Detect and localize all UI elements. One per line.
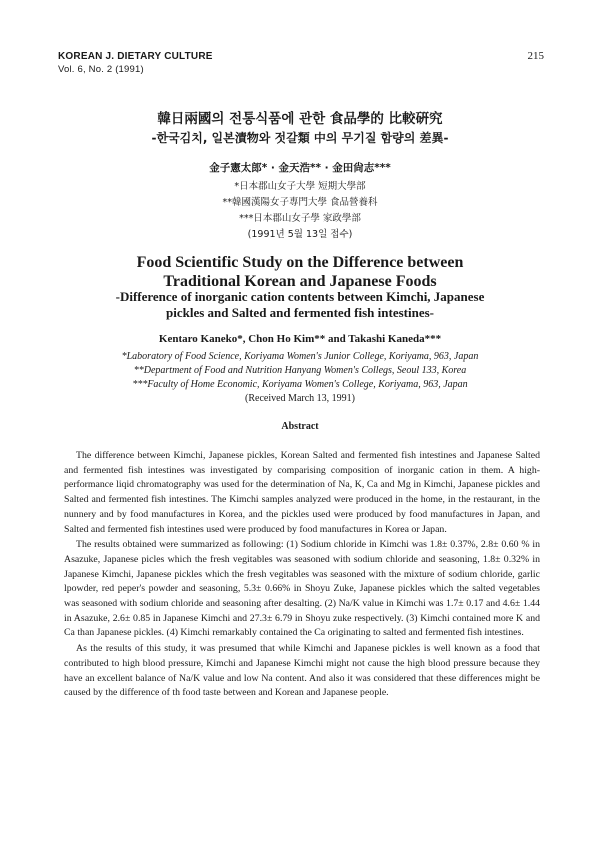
english-subtitle-line-2: pickles and Salted and fermented fish intestines-	[166, 305, 434, 320]
journal-volume: Vol. 6, No. 2 (1991)	[58, 64, 144, 75]
english-authors: Kentaro Kaneko*, Chon Ho Kim** and Takashi Kaneda***	[158, 333, 442, 345]
korean-title: 韓日兩國의 전통식품에 관한 食品學的 比較硏究	[157, 111, 443, 127]
abstract-paragraph-2: The results obtained were summarized as following: (1) Sodium chloride in Kimchi was 1.8± 0.37%, 2.8± 0.60 % in Asazuke, Japanese picles which the fresh vegitables was seasoned with sodium chloride and seasoning, 1.8± 0.32% in Japanese Kimchi, Japanese pickles which the fresh vegitables was seasoned with the mixture of sodium chloride, garlic lpowder, red peper's powder and seasoning, 5.3± 0.66% in Shoyu Zuke, Japanese pickles which the salted vegetables was seasoned with sodium chloride and seasoning after desalting. (2) Na/K value in Kimchi was 1.7± 0.17 and 4.6± 1.44 in Asazuke, 2.6± 0.85 in Japanese Kimchi and 27.3± 6.79 in Shoyu zuke respectively. (3) Kimchi contained more K and Ca than Japanese pickles. (4) Kimchi remarkably contained the Ca originating to salted and fermented fish intestines.	[64, 539, 540, 639]
english-title-line-2: Traditional Korean and Japanese Foods	[163, 273, 437, 290]
abstract-paragraph-3: As the results of this study, it was presumed that while Kimchi and Japanese pickles is well known as a food that contributed to high blood pressure, Kimchi and Japanese Kimchi might not cause the high blood pressure because they have an excellent balance of Na/K value and low Na content. And also it was considered that these differences might be caused by the difference of th food taste between and Korean and Japanese people.	[64, 643, 540, 699]
english-title	[40, 253, 560, 291]
affiliation-text-3: ***Faculty of Home Economic, Koriyama Women's College, Koriyama, 963, Japan	[132, 379, 468, 390]
english-subtitle	[40, 289, 560, 321]
korean-authors: 金子憲太郎* · 金天浩** · 金田尙志***	[209, 162, 391, 174]
english-affiliations	[40, 350, 560, 406]
korean-subtitle: -한국김치, 일본漬物와 젓갈類 中의 무기질 함량의 差異-	[151, 131, 449, 145]
english-affiliation-2	[40, 364, 560, 378]
journal-header	[58, 50, 213, 76]
korean-affiliation-1: *日本郡山女子大學 短期大學部	[234, 181, 366, 192]
english-received-date: (Received March 13, 1991)	[245, 393, 355, 404]
korean-received-date: (1991년 5월 13일 접수)	[247, 229, 353, 240]
abstract-paragraph-1: The difference between Kimchi, Japanese pickles, Korean Salted and fermented fish intestines and Japanese Salted and fermented fish intestines was investigated by comparising composition of inorganic cation in them. A high-performance liqid chromatography was used for the determination of Na, K, Ca and Mg in Kimchi, Japanese pickles and Salted and fermented fish intestines. The Kimchi samples analyzed were produced in the home, in the restaurant, in the nunnery and by food manufactures in Korea, and the pickles used were produced by food manufactures in Japan, and Salted and fermented fish intestines used were produced by food manufactures in Korea or Japan.	[64, 450, 540, 535]
korean-affiliation-3: ***日本郡山女子學 家政學部	[239, 213, 361, 224]
abstract-heading: Abstract	[281, 421, 319, 432]
english-title-line-1: Food Scientific Study on the Difference between	[136, 254, 464, 271]
affiliation-text-1: *Laboratory of Food Science, Koriyama Women's Junior College, Koriyama, 963, Japan	[121, 351, 479, 362]
english-subtitle-line-1: -Difference of inorganic cation contents between Kimchi, Japanese	[115, 289, 485, 304]
journal-name: KOREAN J. DIETARY CULTURE	[58, 51, 213, 62]
korean-affiliations	[40, 179, 560, 243]
abstract-body	[64, 449, 540, 702]
english-affiliation-3	[40, 378, 560, 392]
korean-affiliation-2: **韓國漢陽女子專門大學 食品營養科	[222, 197, 378, 208]
page-number: 215	[527, 50, 544, 62]
english-affiliation-1	[40, 350, 560, 364]
affiliation-text-2: **Department of Food and Nutrition Hanyang Women's Collegs, Seoul 133, Korea	[133, 365, 467, 376]
